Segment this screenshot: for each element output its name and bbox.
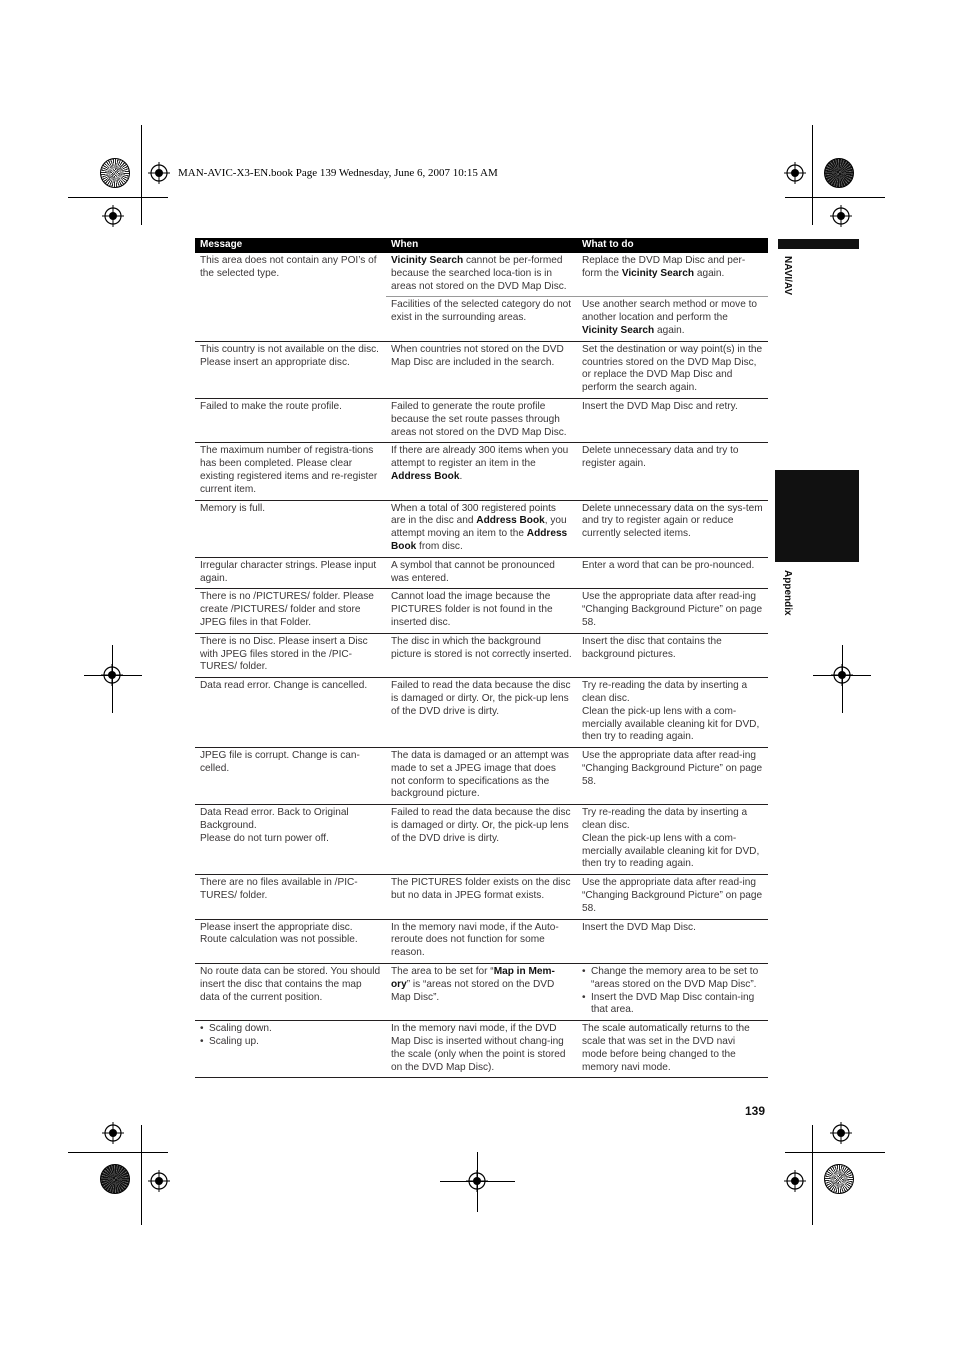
crop-mark — [68, 1152, 168, 1153]
registration-mark-icon — [831, 664, 853, 686]
cell-line: Clean the pick-up lens with a com-mercially available cleaning kit for DVD, then try to reading again. — [582, 832, 760, 870]
side-tab-appendix: Appendix — [782, 570, 793, 616]
cell-bold: Map in Mem-ory — [391, 966, 555, 990]
header-what-to-do: What to do — [577, 238, 768, 253]
cell-bold: Vicinity Search — [582, 324, 655, 336]
cell-what: Set the destination or way point(s) in the countries stored on the DVD Map Disc, or replace the DVD Map Disc and perform the search again. — [577, 341, 768, 398]
cell-what — [577, 678, 768, 748]
cell-message: There is no Disc. Please insert a Disc with JPEG files stored in the /PIC-TURES/ folder. — [195, 633, 386, 677]
cell-message: This country is not available on the disc. Please insert an appropriate disc. — [195, 341, 386, 398]
registration-mark-icon — [148, 162, 170, 184]
table-row — [195, 805, 768, 875]
cell-line: Please do not turn power off. — [200, 832, 329, 844]
side-tab-navi: NAVI/AV — [782, 256, 793, 296]
crop-mark — [141, 1125, 142, 1225]
cell-when: The PICTURES folder exists on the disc but no data in JPEG format exists. — [386, 875, 577, 919]
crop-mark — [785, 197, 885, 198]
cell-bold: Vicinity Search — [391, 255, 464, 266]
table-row — [195, 398, 768, 442]
cell-text: This area does not contain any POI’s of the selected type. — [200, 255, 377, 279]
table-row — [195, 341, 768, 398]
cell-line: Clean the pick-up lens with a com-mercially available cleaning kit for DVD, then try to reading again. — [582, 705, 760, 743]
cell-what: Use the appropriate data after read-ing “Changing Background Picture” on page 58. — [577, 875, 768, 919]
cell-message: Data read error. Change is cancelled. — [195, 678, 386, 748]
table-row — [195, 875, 768, 919]
cell-bold: Vicinity Search — [621, 267, 695, 279]
cell-when — [386, 964, 577, 1021]
registration-mark-icon — [784, 1170, 806, 1192]
cell-text: . — [459, 470, 463, 482]
registration-mark-icon — [102, 205, 124, 227]
cell-text: cannot be per-formed because the searched loca-tion is in areas not stored on the DVD Map Disc. — [391, 255, 567, 292]
cell-what: Delete unnecessary data on the sys-tem and try to register again or reduce currently selected items. — [577, 500, 768, 557]
table-row — [195, 964, 768, 1021]
cell-message: The maximum number of registra-tions has been completed. Please clear existing registered items and re-register current item. — [195, 443, 386, 500]
cell-message: Irregular character strings. Please input again. — [195, 557, 386, 589]
cell-what: Insert the disc that contains the background pictures. — [577, 633, 768, 677]
table-row — [195, 557, 768, 589]
cell-when: The data is damaged or an attempt was made to set a JPEG image that does not conform to specifications as the background picture. — [386, 748, 577, 805]
crop-mark — [812, 1125, 813, 1225]
cell-text: from disc. — [416, 540, 463, 552]
table-row — [195, 443, 768, 500]
bullet-item: • Insert the DVD Map Disc contain-ing that area. — [582, 992, 763, 1018]
cell-text: If there are already 300 items when you attempt to register an item in the — [391, 445, 569, 470]
registration-mark-icon — [101, 664, 123, 686]
cell-text: ” is “areas not stored on the DVD Map Disc”. — [391, 978, 555, 1003]
cell-bold: Address Book — [391, 470, 460, 482]
cell-message: There are no files available in /PIC-TURES/ folder. — [195, 875, 386, 919]
cell-bold: Address Book — [391, 528, 568, 552]
cell-when: Failed to read the data because the disc is damaged or dirty. Or, the pick-up lens of the DVD drive is dirty. — [386, 678, 577, 748]
cell-line: Try re-reading the data by inserting a clean disc. — [582, 680, 748, 704]
cell-when: The disc in which the background picture is stored is not correctly inserted. — [386, 633, 577, 677]
table-row — [195, 1021, 768, 1078]
cell-when: Facilities of the selected category do not exist in the surrounding areas. — [386, 297, 577, 341]
cell-what: Enter a word that can be pro-nounced. — [577, 557, 768, 589]
cell-when: Failed to read the data because the disc is damaged or dirty. Or, the pick-up lens of the DVD drive is dirty. — [386, 805, 577, 875]
cell-when — [386, 443, 577, 500]
cell-what: The scale automatically returns to the scale that was set in the DVD navi mode before being changed to the memory navi mode. — [577, 1021, 768, 1078]
registration-mark-icon — [830, 1122, 852, 1144]
cell-what: Insert the DVD Map Disc and retry. — [577, 398, 768, 442]
cell-when: When countries not stored on the DVD Map Disc are included in the search. — [386, 341, 577, 398]
table-row — [195, 589, 768, 633]
table-header-row — [195, 238, 768, 253]
cell-text: Use another search method or move to another location and perform the — [582, 299, 758, 324]
cell-what: Insert the DVD Map Disc. — [577, 919, 768, 963]
table-row — [195, 253, 768, 297]
cell-message: Failed to make the route profile. — [195, 398, 386, 442]
crop-mark — [812, 125, 813, 225]
cell-message: Memory is full. — [195, 500, 386, 557]
cell-message: Please insert the appropriate disc. Route calculation was not possible. — [195, 919, 386, 963]
registration-mark-icon — [466, 1170, 488, 1192]
side-tab-bar — [778, 239, 859, 249]
bullet-item: • Scaling up. — [200, 1036, 381, 1049]
registration-mark-icon — [148, 1170, 170, 1192]
cell-message: JPEG file is corrupt. Change is can-celled. — [195, 748, 386, 805]
cell-what: Use the appropriate data after read-ing “Changing Background Picture” on page 58. — [577, 589, 768, 633]
registration-mark-icon — [102, 1122, 124, 1144]
cell-what — [577, 297, 768, 341]
cell-text: Replace the DVD Map Disc and per-form the — [582, 255, 746, 279]
table-row — [195, 919, 768, 963]
color-wheel-icon — [824, 158, 854, 188]
table-row — [195, 748, 768, 805]
color-wheel-icon — [824, 1164, 854, 1194]
table-row — [195, 633, 768, 677]
cell-what — [577, 253, 768, 297]
cell-line: Try re-reading the data by inserting a clean disc. — [582, 807, 748, 832]
bullet-item: • Change the memory area to be set to “areas stored on the DVD Map Disc”. — [582, 966, 763, 992]
cell-what — [577, 805, 768, 875]
crop-mark — [68, 197, 168, 198]
cell-text: When a total of 300 registered points are in the disc and — [391, 502, 556, 527]
cell-when: In the memory navi mode, if the DVD Map Disc is inserted without chang-ing the scale (only when the point is stored on the DVD Map Disc). — [386, 1021, 577, 1078]
cell-message — [195, 805, 386, 875]
cell-when — [386, 253, 577, 297]
cell-text: again. — [694, 267, 725, 279]
cell-text: again. — [654, 324, 685, 336]
color-wheel-icon — [100, 1164, 130, 1194]
cell-line: Data Read error. Back to Original Background. — [200, 807, 349, 832]
page-number: 139 — [745, 1104, 766, 1118]
cell-when: Failed to generate the route profile because the set route passes through areas not stored on the DVD Map Disc. — [386, 398, 577, 442]
cell-message — [195, 1021, 386, 1078]
cell-what: Delete unnecessary data and try to register again. — [577, 443, 768, 500]
crop-mark — [141, 125, 142, 225]
side-tab-block — [775, 470, 859, 562]
crop-mark — [785, 1152, 885, 1153]
header-message: Message — [195, 238, 386, 253]
registration-mark-icon — [784, 162, 806, 184]
cell-message: There is no /PICTURES/ folder. Please create /PICTURES/ folder and store JPEG files in that Folder. — [195, 589, 386, 633]
cell-text: , you attempt moving an item to the — [391, 515, 567, 540]
header-when: When — [386, 238, 577, 253]
color-wheel-icon — [100, 158, 130, 188]
cell-what: Use the appropriate data after read-ing “Changing Background Picture” on page 58. — [577, 748, 768, 805]
cell-message — [195, 253, 386, 341]
registration-mark-icon — [830, 205, 852, 227]
cell-when: A symbol that cannot be pronounced was entered. — [386, 557, 577, 589]
bullet-item: • Scaling down. — [200, 1023, 381, 1036]
cell-message: No route data can be stored. You should insert the disc that contains the map data of the current position. — [195, 964, 386, 1021]
cell-when: Cannot load the image because the PICTURES folder is not found in the inserted disc. — [386, 589, 577, 633]
cell-bold: Address Book — [476, 515, 545, 527]
message-table — [195, 238, 768, 1078]
cell-when: In the memory navi mode, if the Auto-reroute does not function for some reason. — [386, 919, 577, 963]
cell-text: The area to be set for “ — [391, 966, 494, 978]
table-row — [195, 678, 768, 748]
print-header: MAN-AVIC-X3-EN.book Page 139 Wednesday, June 6, 2007 10:15 AM — [178, 167, 498, 179]
table-row — [195, 500, 768, 557]
cell-what — [577, 964, 768, 1021]
cell-when — [386, 500, 577, 557]
